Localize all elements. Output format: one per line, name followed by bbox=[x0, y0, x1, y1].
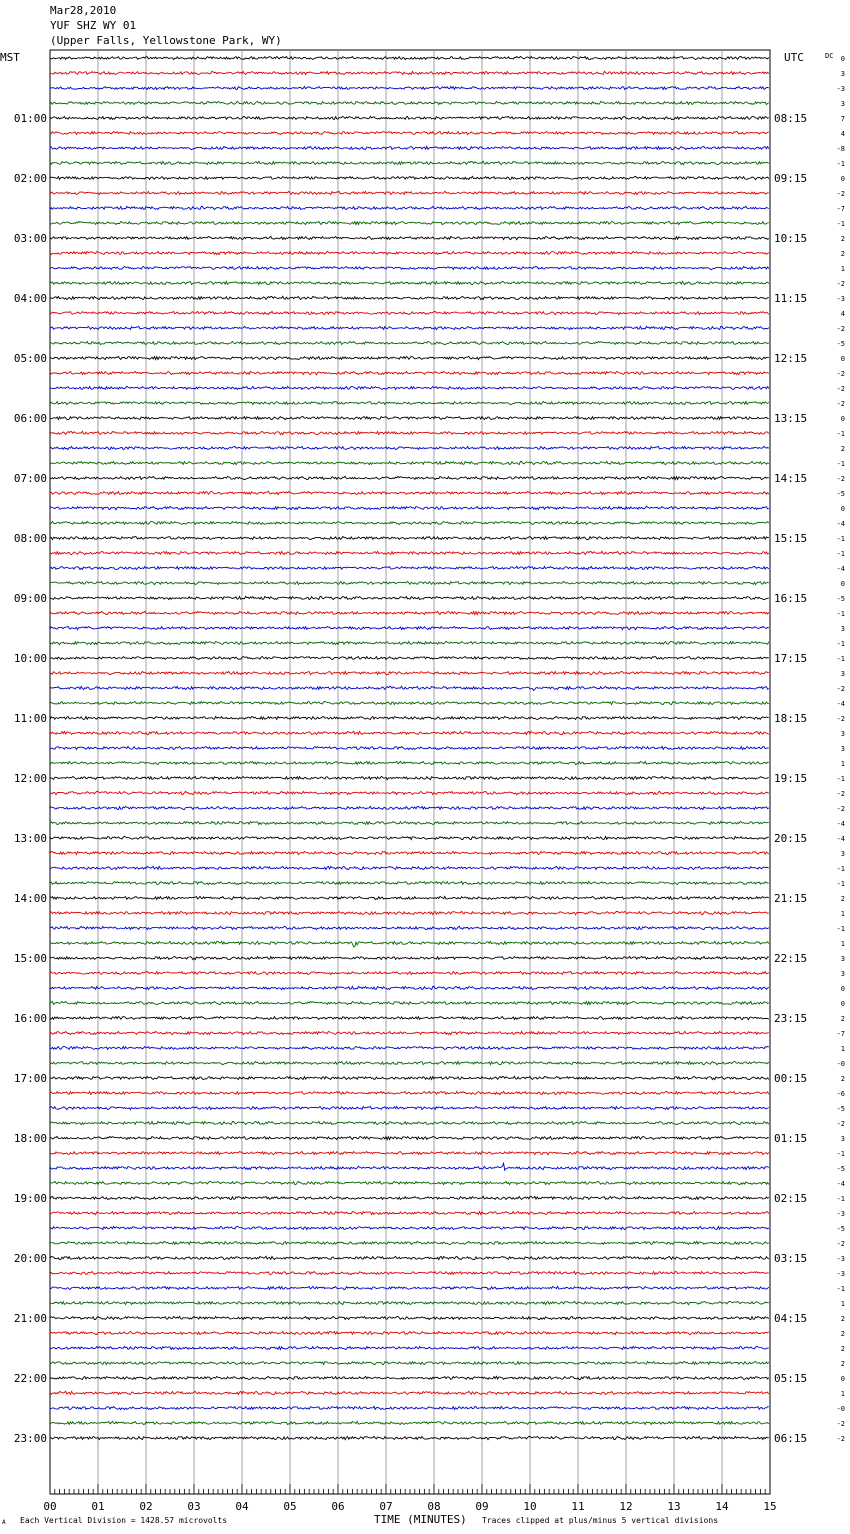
seismic-trace bbox=[50, 131, 769, 134]
seismic-trace bbox=[50, 806, 769, 809]
dc-offset: 0 bbox=[840, 1000, 845, 1008]
hour-label-utc: 09:15 bbox=[774, 172, 808, 185]
dc-offset: 3 bbox=[840, 1135, 845, 1143]
dc-offset: -1 bbox=[836, 610, 845, 618]
x-tick-label: 12 bbox=[619, 1500, 633, 1513]
x-tick-label: 08 bbox=[427, 1500, 441, 1513]
hour-label-mst: 14:00 bbox=[13, 892, 47, 905]
seismic-trace bbox=[50, 476, 769, 479]
dc-offset: 2 bbox=[840, 445, 845, 453]
dc-offset: 3 bbox=[840, 745, 845, 753]
hour-label-utc: 21:15 bbox=[774, 892, 808, 905]
hour-label-utc: 19:15 bbox=[774, 772, 808, 785]
dc-offset: 3 bbox=[840, 70, 845, 78]
x-tick-label: 06 bbox=[331, 1500, 345, 1513]
dc-offset: -0 bbox=[836, 1060, 845, 1068]
seismic-trace bbox=[50, 1241, 769, 1244]
clip-note: Traces clipped at plus/minus 5 vertical divisions bbox=[482, 1516, 719, 1525]
seismic-trace bbox=[50, 881, 769, 884]
dc-offset: 2 bbox=[840, 895, 845, 903]
dc-label: DC bbox=[825, 52, 834, 60]
dc-offset: 1 bbox=[840, 760, 845, 768]
dc-offset: -1 bbox=[836, 880, 845, 888]
seismic-trace bbox=[50, 611, 769, 614]
seismic-trace bbox=[50, 1106, 769, 1109]
dc-offset: -4 bbox=[836, 520, 845, 528]
dc-offset: -1 bbox=[836, 220, 845, 228]
seismic-trace bbox=[50, 1151, 769, 1154]
dc-offset: -2 bbox=[836, 1120, 845, 1128]
seismic-trace bbox=[50, 71, 769, 74]
hour-label-mst: 12:00 bbox=[13, 772, 47, 785]
dc-offset: -3 bbox=[836, 85, 845, 93]
seismic-trace bbox=[50, 1406, 769, 1409]
seismic-trace bbox=[50, 1256, 769, 1259]
seismic-trace bbox=[50, 941, 769, 947]
hour-label-utc: 08:15 bbox=[774, 112, 808, 125]
seismic-trace bbox=[50, 521, 769, 524]
seismic-trace bbox=[50, 896, 769, 899]
dc-offset: 3 bbox=[840, 730, 845, 738]
x-tick-label: 14 bbox=[715, 1500, 729, 1513]
dc-offset: 2 bbox=[840, 1345, 845, 1353]
dc-offset: -2 bbox=[836, 385, 845, 393]
x-tick-label: 11 bbox=[571, 1500, 585, 1513]
hour-label-mst: 18:00 bbox=[13, 1132, 47, 1145]
seismic-trace bbox=[50, 626, 769, 629]
hour-label-utc: 18:15 bbox=[774, 712, 808, 725]
left-zone-label: MST bbox=[0, 51, 20, 64]
dc-offset: 0 bbox=[840, 55, 845, 63]
station-location: (Upper Falls, Yellowstone Park, WY) bbox=[50, 34, 282, 47]
seismic-trace bbox=[50, 821, 769, 824]
seismic-trace bbox=[50, 641, 769, 644]
hour-label-mst: 11:00 bbox=[13, 712, 47, 725]
dc-offset: -3 bbox=[836, 1270, 845, 1278]
seismic-trace bbox=[50, 191, 769, 194]
seismic-trace bbox=[50, 671, 769, 674]
dc-offset: -1 bbox=[836, 865, 845, 873]
seismic-trace bbox=[50, 326, 769, 329]
dc-offset: -3 bbox=[836, 295, 845, 303]
hour-label-utc: 16:15 bbox=[774, 592, 808, 605]
seismic-trace bbox=[50, 1421, 769, 1424]
dc-offset: -1 bbox=[836, 550, 845, 558]
seismic-trace bbox=[50, 1286, 769, 1289]
dc-offset: -4 bbox=[836, 565, 845, 573]
dc-offset: 0 bbox=[840, 175, 845, 183]
dc-offset: -2 bbox=[836, 370, 845, 378]
seismic-trace bbox=[50, 221, 769, 224]
seismic-trace bbox=[50, 116, 769, 119]
dc-offset: 1 bbox=[840, 940, 845, 948]
hour-label-mst: 05:00 bbox=[13, 352, 47, 365]
seismic-trace bbox=[50, 536, 769, 539]
seismic-trace bbox=[50, 56, 769, 59]
seismic-trace bbox=[50, 566, 769, 569]
dc-offset: -5 bbox=[836, 1225, 845, 1233]
x-tick-label: 04 bbox=[235, 1500, 249, 1513]
dc-offset: 2 bbox=[840, 1315, 845, 1323]
dc-offset: -4 bbox=[836, 700, 845, 708]
hour-label-utc: 15:15 bbox=[774, 532, 808, 545]
seismic-trace bbox=[50, 926, 769, 929]
seismic-trace bbox=[50, 1031, 769, 1034]
hour-label-utc: 01:15 bbox=[774, 1132, 808, 1145]
hour-label-utc: 14:15 bbox=[774, 472, 808, 485]
seismic-trace bbox=[50, 836, 769, 839]
dc-offset: -7 bbox=[836, 205, 845, 213]
hour-label-mst: 06:00 bbox=[13, 412, 47, 425]
hour-label-mst: 20:00 bbox=[13, 1252, 47, 1265]
dc-offset: 0 bbox=[840, 355, 845, 363]
dc-offset: -5 bbox=[836, 1165, 845, 1173]
seismic-trace bbox=[50, 416, 769, 419]
hour-label-mst: 01:00 bbox=[13, 112, 47, 125]
dc-offset: -2 bbox=[836, 790, 845, 798]
seismic-trace bbox=[50, 731, 769, 734]
seismic-trace bbox=[50, 356, 769, 359]
dc-offset: 0 bbox=[840, 505, 845, 513]
seismic-trace bbox=[50, 1181, 769, 1184]
x-tick-label: 02 bbox=[139, 1500, 153, 1513]
dc-offset: -2 bbox=[836, 400, 845, 408]
seismic-trace bbox=[50, 851, 769, 854]
seismic-trace bbox=[50, 746, 769, 749]
hour-label-utc: 23:15 bbox=[774, 1012, 808, 1025]
seismic-trace bbox=[50, 956, 769, 959]
dc-offset: -4 bbox=[836, 835, 845, 843]
hour-label-mst: 10:00 bbox=[13, 652, 47, 665]
footer-mark: A bbox=[2, 1519, 6, 1526]
seismic-trace bbox=[50, 386, 769, 389]
hour-label-mst: 21:00 bbox=[13, 1312, 47, 1325]
dc-offset: -2 bbox=[836, 1420, 845, 1428]
hour-label-utc: 17:15 bbox=[774, 652, 808, 665]
seismic-trace bbox=[50, 446, 769, 449]
seismic-trace bbox=[50, 1121, 769, 1124]
dc-offset: 0 bbox=[840, 985, 845, 993]
seismic-trace bbox=[50, 866, 769, 869]
seismic-trace bbox=[50, 296, 769, 299]
dc-offset: 0 bbox=[840, 415, 845, 423]
station-code: YUF SHZ WY 01 bbox=[50, 19, 137, 32]
hour-label-utc: 00:15 bbox=[774, 1072, 808, 1085]
seismic-trace bbox=[50, 176, 769, 179]
seismic-trace bbox=[50, 101, 769, 104]
seismic-trace bbox=[50, 86, 769, 89]
hour-label-utc: 03:15 bbox=[774, 1252, 808, 1265]
dc-offset: -2 bbox=[836, 475, 845, 483]
hour-label-mst: 17:00 bbox=[13, 1072, 47, 1085]
hour-label-mst: 19:00 bbox=[13, 1192, 47, 1205]
right-zone-label: UTC bbox=[784, 51, 804, 64]
x-tick-label: 00 bbox=[43, 1500, 57, 1513]
seismic-trace bbox=[50, 1226, 769, 1229]
x-axis-title: TIME (MINUTES) bbox=[374, 1513, 467, 1526]
dc-offset: -5 bbox=[836, 490, 845, 498]
dc-offset: -2 bbox=[836, 190, 845, 198]
plot-date: Mar28,2010 bbox=[50, 4, 117, 17]
seismic-trace bbox=[50, 1001, 769, 1004]
hour-label-utc: 22:15 bbox=[774, 952, 808, 965]
dc-offset: 1 bbox=[840, 1390, 845, 1398]
dc-offset: -5 bbox=[836, 340, 845, 348]
dc-offset: -4 bbox=[836, 820, 845, 828]
dc-offset: 3 bbox=[840, 955, 845, 963]
seismic-trace bbox=[50, 431, 769, 434]
dc-offset: 3 bbox=[840, 100, 845, 108]
x-tick-label: 09 bbox=[475, 1500, 489, 1513]
seismic-trace bbox=[50, 1331, 769, 1334]
x-tick-label: 01 bbox=[91, 1500, 105, 1513]
dc-offset: -2 bbox=[836, 325, 845, 333]
dc-offset: -2 bbox=[836, 280, 845, 288]
dc-offset: -2 bbox=[836, 685, 845, 693]
seismic-trace bbox=[50, 1211, 769, 1214]
dc-offset: 7 bbox=[840, 115, 845, 123]
seismic-trace bbox=[50, 1361, 769, 1364]
seismic-trace bbox=[50, 311, 769, 314]
dc-offset: -1 bbox=[836, 1285, 845, 1293]
dc-offset: -6 bbox=[836, 1090, 845, 1098]
dc-offset: -1 bbox=[836, 1195, 845, 1203]
seismic-trace bbox=[50, 791, 769, 794]
hour-label-mst: 22:00 bbox=[13, 1372, 47, 1385]
dc-offset: -1 bbox=[836, 925, 845, 933]
dc-offset: -2 bbox=[836, 715, 845, 723]
dc-offset: -8 bbox=[836, 145, 845, 153]
hour-label-mst: 13:00 bbox=[13, 832, 47, 845]
seismic-trace bbox=[50, 161, 769, 164]
x-tick-label: 13 bbox=[667, 1500, 681, 1513]
seismic-trace bbox=[50, 776, 769, 779]
hour-label-mst: 16:00 bbox=[13, 1012, 47, 1025]
hour-label-mst: 02:00 bbox=[13, 172, 47, 185]
x-tick-label: 03 bbox=[187, 1500, 201, 1513]
seismic-trace bbox=[50, 251, 769, 254]
dc-offset: 2 bbox=[840, 1075, 845, 1083]
x-tick-label: 10 bbox=[523, 1500, 537, 1513]
seismic-trace bbox=[50, 911, 769, 914]
seismic-trace bbox=[50, 1376, 769, 1379]
hour-label-mst: 04:00 bbox=[13, 292, 47, 305]
dc-offset: 3 bbox=[840, 670, 845, 678]
hour-label-mst: 08:00 bbox=[13, 532, 47, 545]
dc-offset: -1 bbox=[836, 430, 845, 438]
x-tick-label: 15 bbox=[763, 1500, 777, 1513]
seismic-trace bbox=[50, 236, 769, 239]
hour-label-utc: 05:15 bbox=[774, 1372, 808, 1385]
seismic-trace bbox=[50, 146, 769, 149]
hour-label-utc: 20:15 bbox=[774, 832, 808, 845]
dc-offset: -4 bbox=[836, 1180, 845, 1188]
dc-offset: -1 bbox=[836, 640, 845, 648]
x-tick-label: 05 bbox=[283, 1500, 297, 1513]
seismic-trace bbox=[50, 401, 769, 404]
dc-offset: -2 bbox=[836, 1240, 845, 1248]
dc-offset: 3 bbox=[840, 850, 845, 858]
seismic-trace bbox=[50, 461, 769, 464]
seismic-trace bbox=[50, 491, 769, 494]
dc-offset: 1 bbox=[840, 1045, 845, 1053]
dc-offset: -0 bbox=[836, 1405, 845, 1413]
hour-label-mst: 03:00 bbox=[13, 232, 47, 245]
seismic-trace bbox=[50, 1436, 769, 1439]
seismic-trace bbox=[50, 986, 769, 989]
seismic-trace bbox=[50, 656, 769, 659]
dc-offset: -3 bbox=[836, 1255, 845, 1263]
seismic-trace bbox=[50, 371, 769, 374]
seismic-trace bbox=[50, 1196, 769, 1199]
seismic-trace bbox=[50, 701, 769, 704]
seismic-trace bbox=[50, 341, 769, 344]
dc-offset: 2 bbox=[840, 235, 845, 243]
dc-offset: 0 bbox=[840, 580, 845, 588]
dc-offset: 4 bbox=[840, 310, 845, 318]
dc-offset: -5 bbox=[836, 1105, 845, 1113]
seismic-trace bbox=[50, 1136, 769, 1139]
seismic-trace bbox=[50, 761, 769, 764]
dc-offset: -1 bbox=[836, 655, 845, 663]
dc-offset: 1 bbox=[840, 910, 845, 918]
dc-offset: 1 bbox=[840, 265, 845, 273]
seismic-trace bbox=[50, 1046, 769, 1049]
dc-offset: 4 bbox=[840, 130, 845, 138]
dc-offset: -7 bbox=[836, 1030, 845, 1038]
dc-offset: 2 bbox=[840, 250, 845, 258]
hour-label-utc: 10:15 bbox=[774, 232, 808, 245]
hour-label-mst: 23:00 bbox=[13, 1432, 47, 1445]
dc-offset: 0 bbox=[840, 1375, 845, 1383]
dc-offset: 2 bbox=[840, 1360, 845, 1368]
seismic-trace bbox=[50, 1271, 769, 1274]
dc-offset: -2 bbox=[836, 1435, 845, 1443]
plot-frame bbox=[50, 50, 770, 1494]
hour-label-utc: 02:15 bbox=[774, 1192, 808, 1205]
scale-note: Each Vertical Division = 1428.57 microvolts bbox=[20, 1516, 228, 1525]
dc-offset: -1 bbox=[836, 1150, 845, 1158]
hour-label-mst: 09:00 bbox=[13, 592, 47, 605]
dc-offset: -1 bbox=[836, 460, 845, 468]
hour-label-utc: 13:15 bbox=[774, 412, 808, 425]
dc-offset: -1 bbox=[836, 160, 845, 168]
hour-label-utc: 12:15 bbox=[774, 352, 808, 365]
dc-offset: 3 bbox=[840, 970, 845, 978]
seismic-trace bbox=[50, 506, 769, 509]
dc-offset: 2 bbox=[840, 1330, 845, 1338]
seismic-trace bbox=[50, 686, 769, 690]
dc-offset: -3 bbox=[836, 1210, 845, 1218]
dc-offset: -5 bbox=[836, 595, 845, 603]
hour-label-mst: 07:00 bbox=[13, 472, 47, 485]
seismic-trace bbox=[50, 581, 769, 584]
seismic-trace bbox=[50, 551, 769, 554]
seismic-trace bbox=[50, 281, 769, 284]
seismic-trace bbox=[50, 1016, 769, 1019]
hour-label-utc: 04:15 bbox=[774, 1312, 808, 1325]
seismic-trace bbox=[50, 1316, 769, 1319]
seismic-trace bbox=[50, 1061, 769, 1064]
seismic-trace bbox=[50, 1391, 769, 1394]
x-tick-label: 07 bbox=[379, 1500, 393, 1513]
dc-offset: -1 bbox=[836, 775, 845, 783]
hour-label-utc: 11:15 bbox=[774, 292, 808, 305]
seismic-trace bbox=[50, 1163, 769, 1170]
seismic-trace bbox=[50, 1091, 769, 1094]
seismic-trace bbox=[50, 1076, 769, 1079]
seismic-trace bbox=[50, 1346, 769, 1349]
dc-offset: -1 bbox=[836, 535, 845, 543]
dc-offset: 3 bbox=[840, 625, 845, 633]
seismic-trace bbox=[50, 971, 769, 974]
seismic-trace bbox=[50, 596, 769, 599]
seismic-trace bbox=[50, 266, 769, 269]
dc-offset: 2 bbox=[840, 1015, 845, 1023]
seismic-trace bbox=[50, 1301, 769, 1304]
seismic-trace bbox=[50, 206, 769, 209]
seismic-trace bbox=[50, 716, 769, 719]
hour-label-utc: 06:15 bbox=[774, 1432, 808, 1445]
dc-offset: -2 bbox=[836, 805, 845, 813]
hour-label-mst: 15:00 bbox=[13, 952, 47, 965]
dc-offset: 1 bbox=[840, 1300, 845, 1308]
